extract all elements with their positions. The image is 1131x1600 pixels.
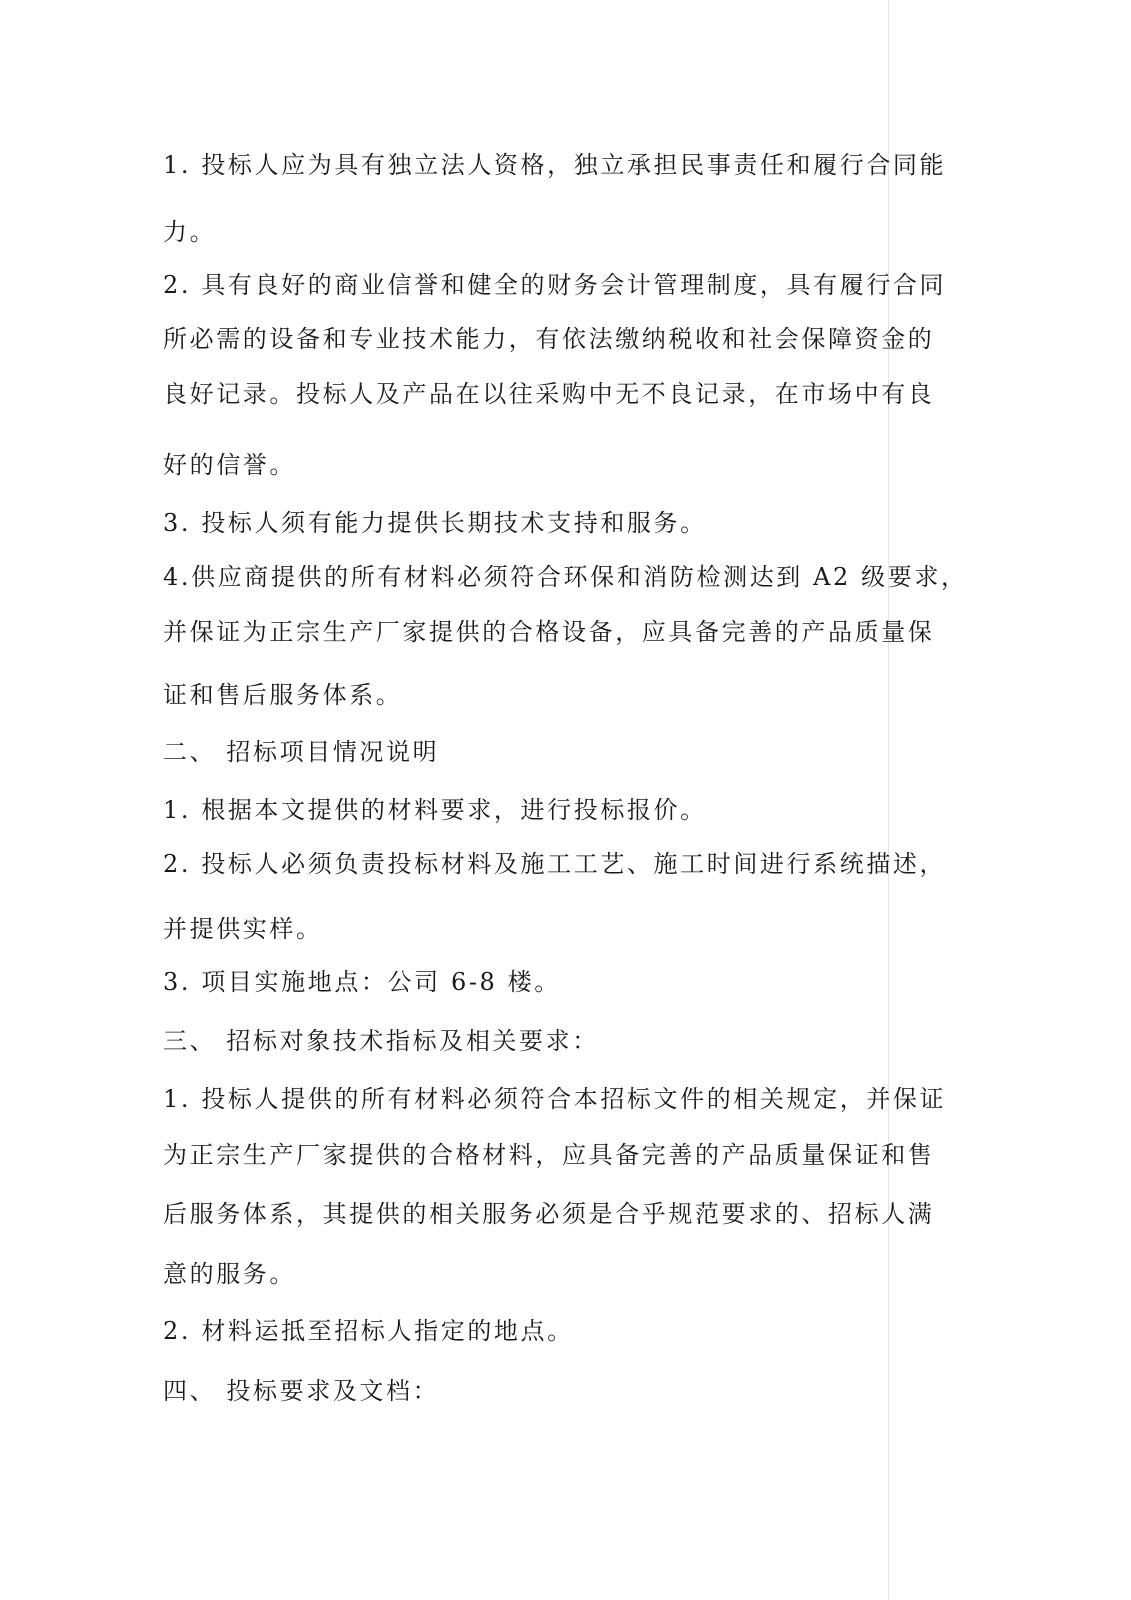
text-line: 1. 根据本文提供的材料要求，进行投标报价。 — [163, 796, 707, 824]
text-line: 并保证为正宗生产厂家提供的合格设备，应具备完善的产品质量保 — [163, 618, 935, 646]
text-line: 所必需的设备和专业技术能力，有依法缴纳税收和社会保障资金的 — [163, 325, 935, 353]
text-line: 力。 — [163, 218, 217, 246]
text-line: 2. 投标人必须负责投标材料及施工工艺、施工时间进行系统描述， — [163, 850, 947, 878]
text-line: 并提供实样。 — [163, 915, 323, 943]
text-line: 意的服务。 — [163, 1260, 296, 1288]
section-heading: 二、 招标项目情况说明 — [163, 738, 440, 766]
text-line: 1. 投标人提供的所有材料必须符合本招标文件的相关规定，并保证 — [163, 1085, 947, 1113]
text-line: 证和售后服务体系。 — [163, 681, 403, 709]
text-line: 后服务体系，其提供的相关服务必须是合乎规范要求的、招标人满 — [163, 1200, 935, 1228]
text-line: 3. 项目实施地点：公司 6-8 楼。 — [163, 968, 561, 996]
text-line: 为正宗生产厂家提供的合格材料，应具备完善的产品质量保证和售 — [163, 1141, 935, 1169]
text-line: 2. 具有良好的商业信誉和健全的财务会计管理制度，具有履行合同 — [163, 271, 947, 299]
text-line: 3. 投标人须有能力提供长期技术支持和服务。 — [163, 509, 707, 537]
text-line: 良好记录。投标人及产品在以往采购中无不良记录，在市场中有良 — [163, 380, 935, 408]
text-line: 4.供应商提供的所有材料必须符合环保和消防检测达到 A2 级要求， — [163, 563, 968, 591]
text-line: 2. 材料运抵至招标人指定的地点。 — [163, 1317, 574, 1345]
section-heading: 三、 招标对象技术指标及相关要求： — [163, 1027, 599, 1055]
section-heading: 四、 投标要求及文档： — [163, 1377, 440, 1405]
text-line: 好的信誉。 — [163, 451, 296, 479]
text-line: 1. 投标人应为具有独立法人资格，独立承担民事责任和履行合同能 — [163, 151, 947, 179]
scan-edge-line — [888, 0, 889, 1600]
